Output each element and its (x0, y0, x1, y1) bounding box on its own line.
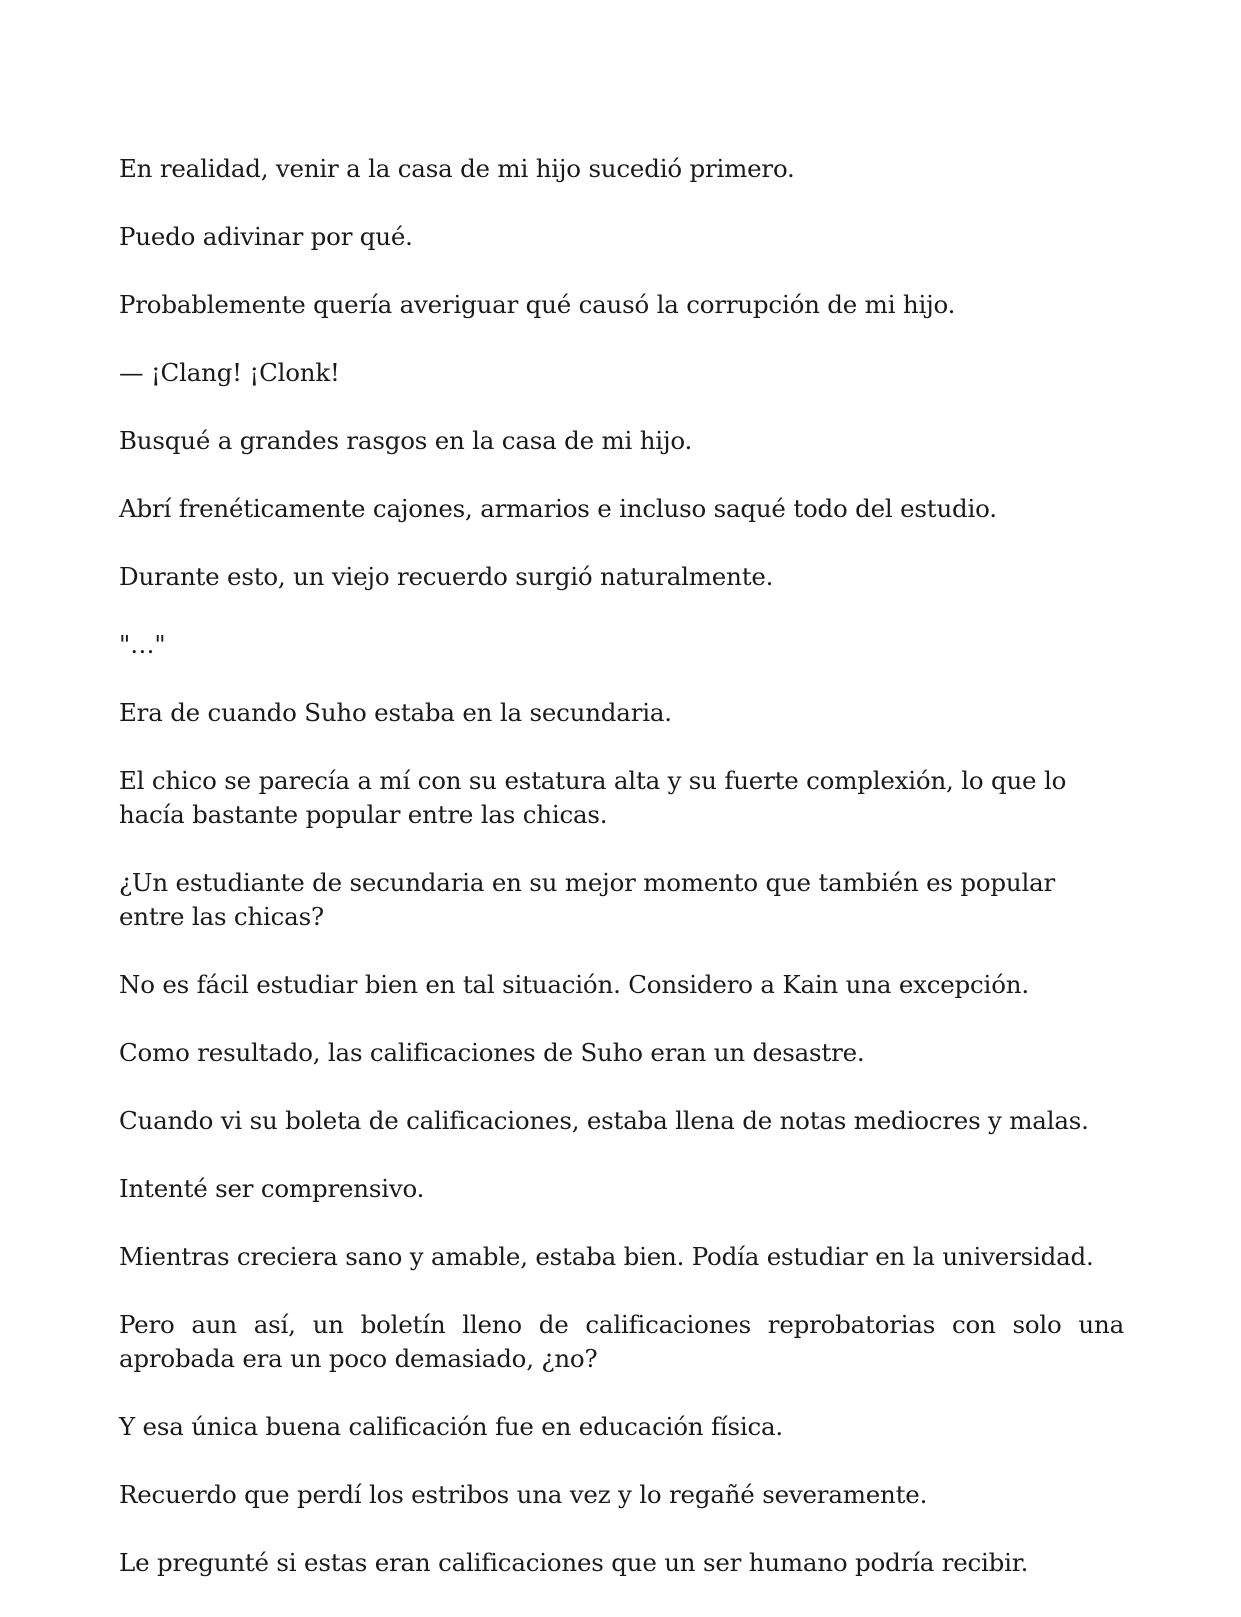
paragraph: Le pregunté si estas eran calificaciones que un ser humano podría recibir. (119, 1548, 1029, 1577)
paragraph: Abrí frenéticamente cajones, armarios e incluso saqué todo del estudio. (119, 494, 997, 523)
paragraph: — ¡Clang! ¡Clonk! (119, 358, 340, 387)
paragraph: Intenté ser comprensivo. (119, 1174, 425, 1203)
paragraph: El chico se parecía a mí con su estatura alta y su fuerte complexión, lo que lo hacía bastante popular entre las chicas. (119, 766, 1067, 829)
document-body (119, 152, 1124, 1614)
paragraph: Busqué a grandes rasgos en la casa de mi hijo. (119, 426, 693, 455)
paragraph: Recuerdo que perdí los estribos una vez y lo regañé severamente. (119, 1480, 928, 1509)
paragraph: No es fácil estudiar bien en tal situación. Considero a Kain una excepción. (119, 970, 1029, 999)
paragraph: Puedo adivinar por qué. (119, 222, 413, 251)
paragraph: ¿Un estudiante de secundaria en su mejor momento que también es popular entre las chicas? (119, 868, 1056, 931)
paragraph: Durante esto, un viejo recuerdo surgió naturalmente. (119, 562, 774, 591)
paragraph: Y esa única buena calificación fue en educación física. (119, 1412, 783, 1441)
paragraph: En realidad, venir a la casa de mi hijo sucedió primero. (119, 154, 795, 183)
paragraph: Probablemente quería averiguar qué causó la corrupción de mi hijo. (119, 290, 956, 319)
paragraph: Era de cuando Suho estaba en la secundaria. (119, 698, 672, 727)
paragraph: "…" (119, 630, 166, 659)
paragraph: Mientras creciera sano y amable, estaba bien. Podía estudiar en la universidad. (119, 1242, 1094, 1271)
paragraph: Como resultado, las calificaciones de Suho eran un desastre. (119, 1038, 865, 1067)
paragraph: Pero aun así, un boletín lleno de calificaciones reprobatorias con solo una aprobada era un poco demasiado, ¿no? (119, 1310, 1124, 1373)
paragraph: Cuando vi su boleta de calificaciones, estaba llena de notas mediocres y malas. (119, 1106, 1089, 1135)
